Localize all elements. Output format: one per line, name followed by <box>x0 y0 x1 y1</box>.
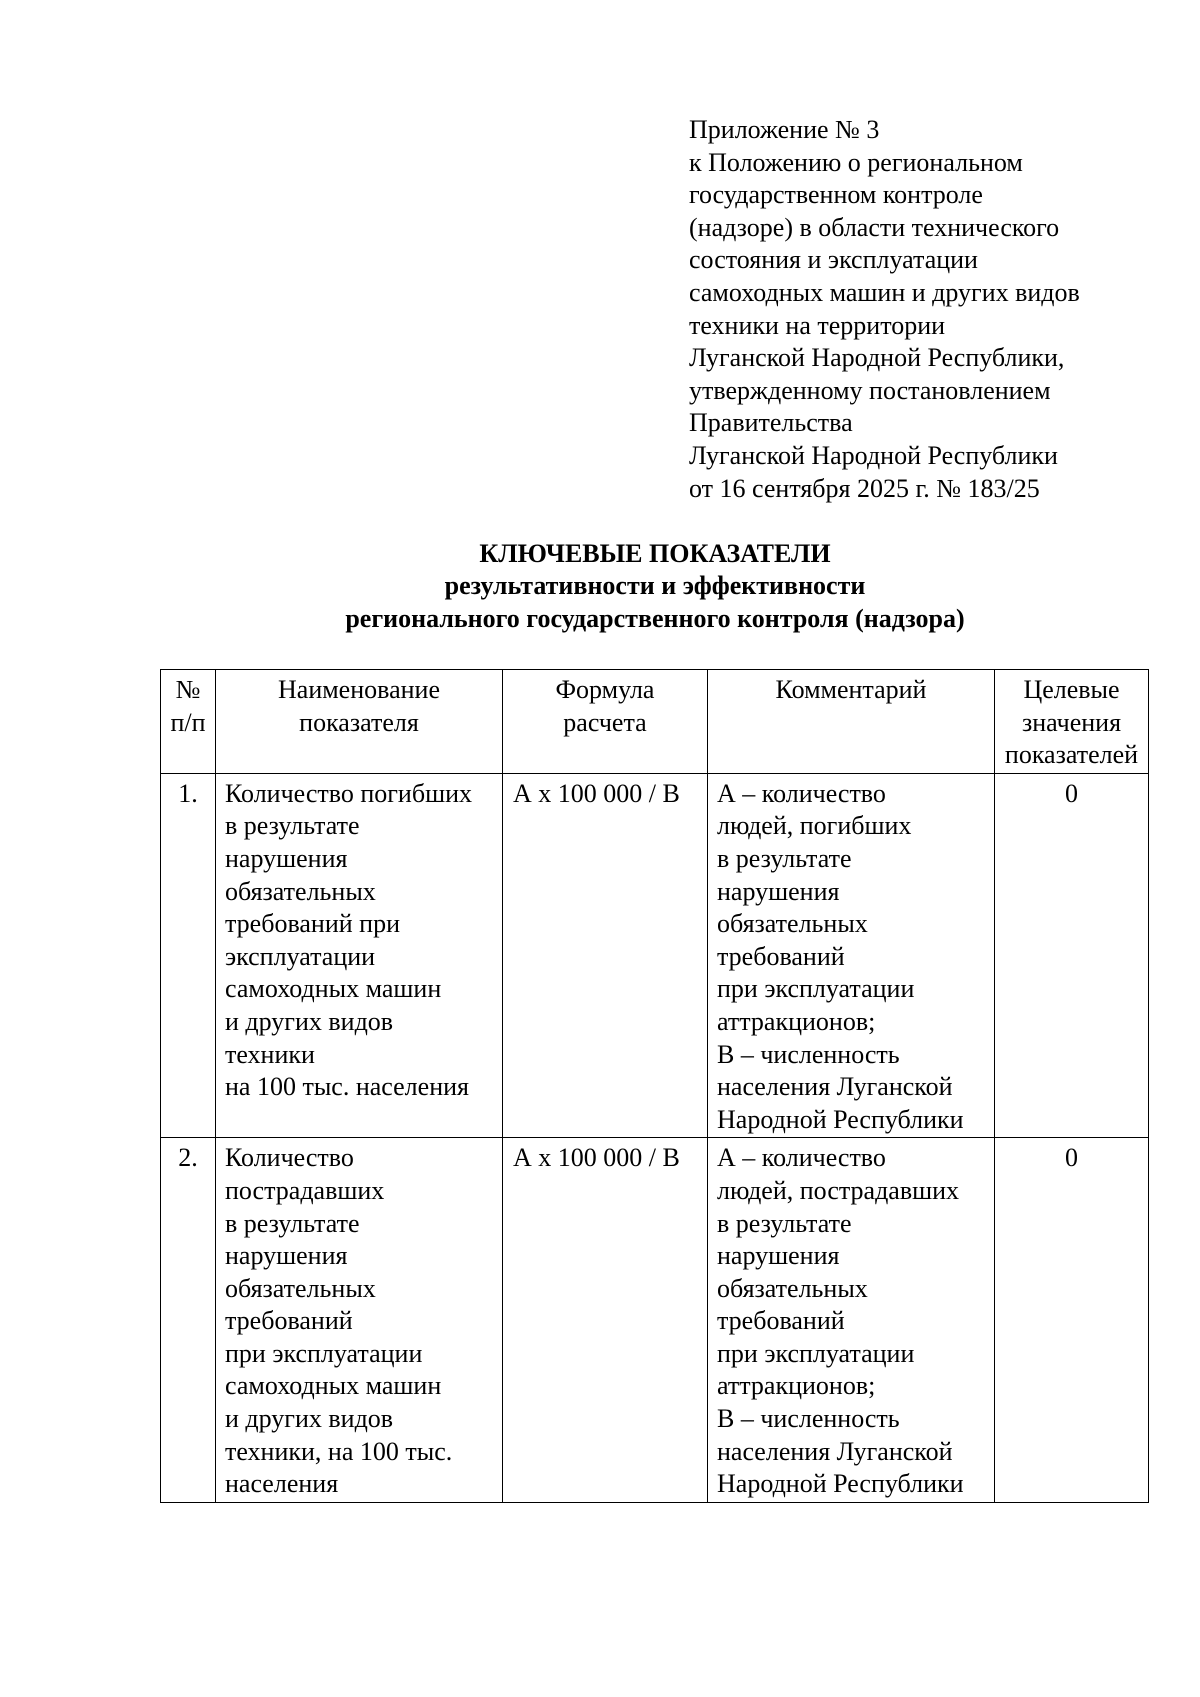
title-line-1: КЛЮЧЕВЫЕ ПОКАЗАТЕЛИ <box>479 539 831 568</box>
table-row <box>161 1138 1149 1503</box>
appendix-line: техники на территории <box>689 310 946 340</box>
header-formula: Формула расчета <box>503 670 708 774</box>
appendix-line: Луганской Народной Республики, <box>689 343 1065 373</box>
indicators-table <box>160 669 1149 1503</box>
appendix-line: государственном контроле <box>689 180 983 210</box>
appendix-line: Правительства <box>689 408 853 438</box>
row-comment: А – количество людей, пострадавших в результате нарушения обязательных требований при эксплуатации аттракционов; В – численность населения Луганской Народной Республики <box>708 1138 995 1503</box>
appendix-line: Приложение № 3 <box>689 115 880 144</box>
row-name: Количество погибших в результате нарушения обязательных требований при эксплуатации самоходных машин и других видов техники на 100 тыс. населения <box>216 773 503 1138</box>
row-target: 0 <box>995 773 1149 1138</box>
row-num: 2. <box>161 1138 216 1503</box>
header-name: Наименование показателя <box>216 670 503 774</box>
row-formula: А х 100 000 / В <box>503 773 708 1138</box>
appendix-line: к Положению о региональном <box>689 147 1023 177</box>
appendix-line: состояния и эксплуатации <box>689 245 978 275</box>
table-row <box>161 773 1149 1138</box>
row-num: 1. <box>161 773 216 1138</box>
row-formula: А х 100 000 / В <box>503 1138 708 1503</box>
row-name: Количество пострадавших в результате нарушения обязательных требований при эксплуатации самоходных машин и других видов техники, на 100 тыс. населения <box>216 1138 503 1503</box>
appendix-line: самоходных машин и других видов <box>689 277 1080 307</box>
appendix-line: утвержденному постановлением <box>689 375 1051 405</box>
title-line-3: регионального государственного контроля (надзора) <box>345 603 965 633</box>
appendix-line: Луганской Народной Республики <box>689 440 1058 470</box>
appendix-note <box>689 114 1169 505</box>
document-title <box>160 538 1150 635</box>
title-line-2: результативности и эффективности <box>444 571 866 601</box>
header-num: № п/п <box>161 670 216 774</box>
header-target: Целевые значения показателей <box>995 670 1149 774</box>
row-comment: А – количество людей, погибших в результате нарушения обязательных требований при эксплуатации аттракционов; В – численность населения Луганской Народной Республики <box>708 773 995 1138</box>
appendix-line: от 16 сентября 2025 г. № 183/25 <box>689 473 1040 503</box>
appendix-line: (надзоре) в области технического <box>689 212 1060 242</box>
table-header-row <box>161 670 1149 774</box>
row-target: 0 <box>995 1138 1149 1503</box>
header-comment: Комментарий <box>708 670 995 774</box>
